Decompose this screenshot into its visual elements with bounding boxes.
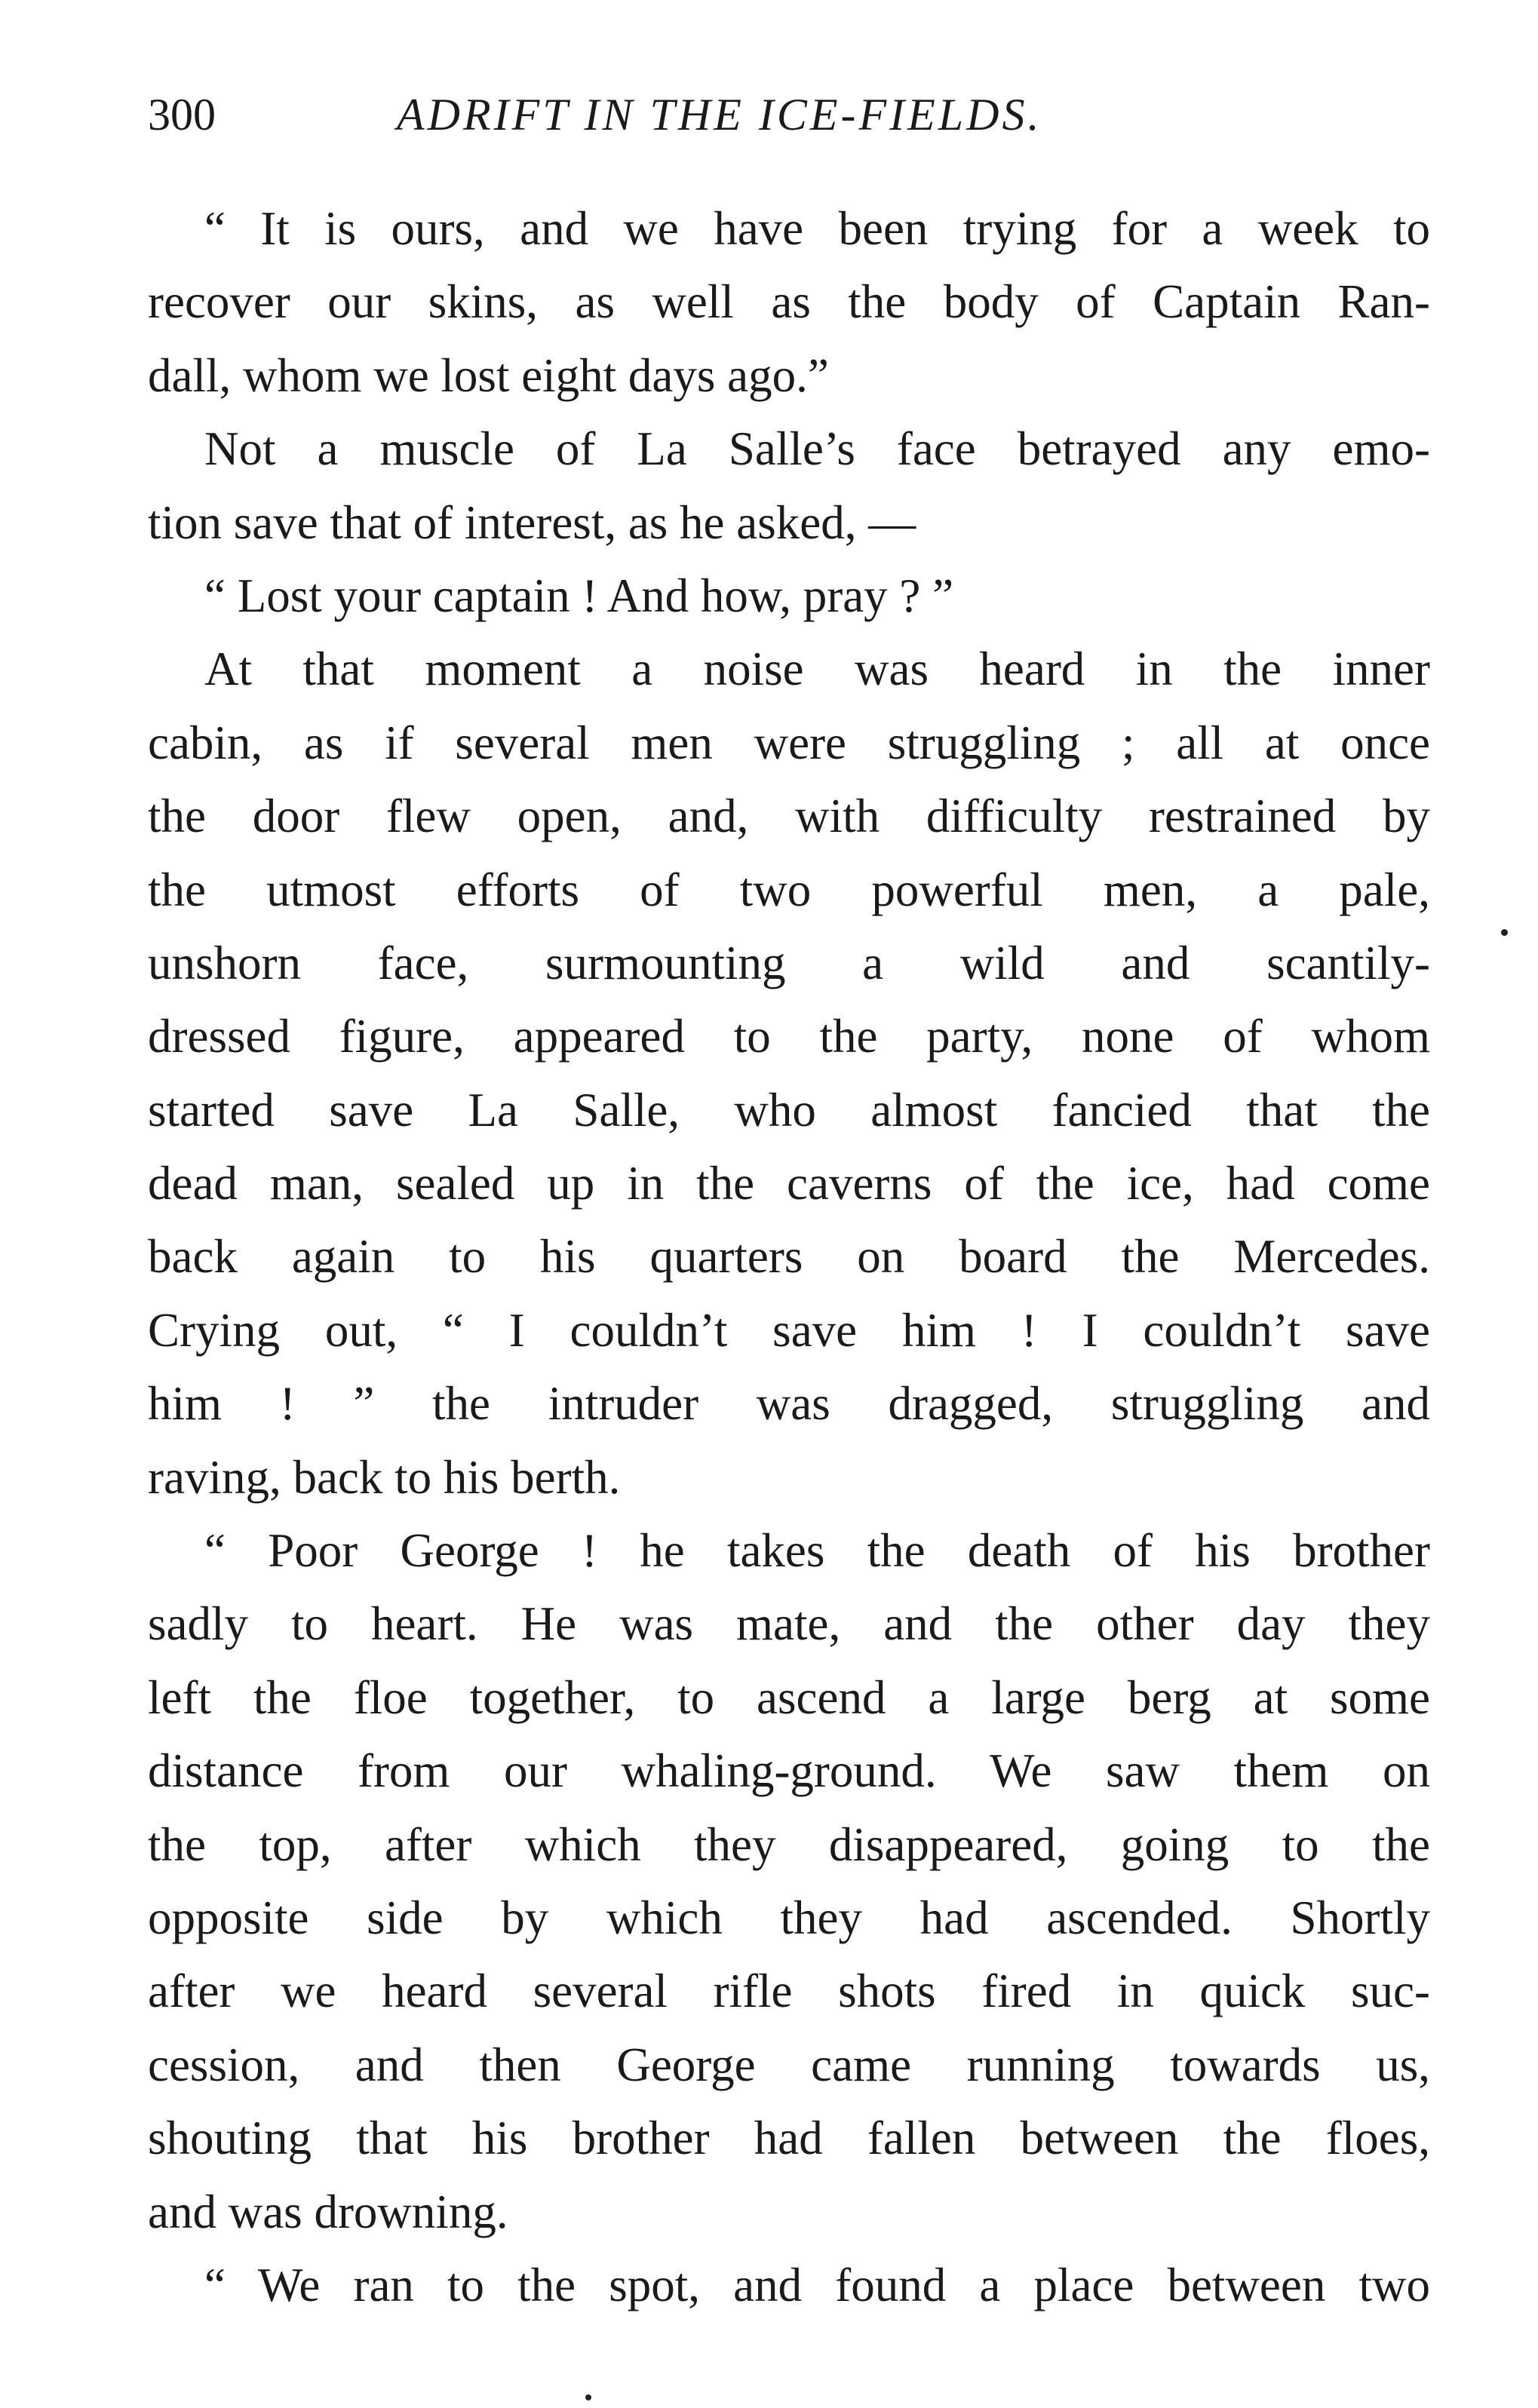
text-line: the utmost efforts of two powerful men, a pale, [148, 863, 1430, 916]
text-line: “ Poor George ! he takes the death of his brother [204, 1524, 1430, 1578]
text-line: the top, after which they disappeared, going to the [148, 1818, 1430, 1871]
text-line: shouting that his brother had fallen between the floes, [148, 2112, 1430, 2165]
text-line: tion save that of interest, as he asked, — [148, 495, 916, 549]
text-line: him ! ” the intruder was dragged, struggling and [148, 1377, 1430, 1431]
text-line: cession, and then George came running towards us, [148, 2038, 1430, 2091]
text-line: “ It is ours, and we have been trying for a week to [204, 202, 1430, 255]
text-line: back again to his quarters on board the Mercedes. [148, 1230, 1430, 1284]
running-title: ADRIFT IN THE ICE-FIELDS. [397, 90, 1042, 140]
text-line: dead man, sealed up in the caverns of the ice, had come [148, 1157, 1430, 1210]
text-line: opposite side by which they had ascended. Shortly [148, 1891, 1430, 1944]
text-line: cabin, as if several men were struggling ; all at once [148, 716, 1430, 769]
body-text [148, 192, 1430, 2322]
running-header [148, 84, 1430, 152]
text-line: and was drowning. [148, 2185, 508, 2238]
text-line: sadly to heart. He was mate, and the other day they [148, 1597, 1430, 1651]
text-line: Not a muscle of La Salle’s face betrayed any emo- [204, 422, 1430, 476]
text-line: started save La Salle, who almost fancied that the [148, 1083, 1430, 1137]
text-line: distance from our whaling-ground. We saw them on [148, 1744, 1430, 1798]
margin-speck [585, 2394, 591, 2400]
text-line: after we heard several rifle shots fired in quick suc- [148, 1965, 1430, 2018]
text-line: unshorn face, surmounting a wild and scantily- [148, 936, 1430, 989]
text-line: recover our skins, as well as the body of Captain Ran- [148, 275, 1430, 329]
text-line: “ We ran to the spot, and found a place between two [204, 2258, 1430, 2311]
text-line: dressed figure, appeared to the party, none of whom [148, 1010, 1430, 1063]
text-line: raving, back to his berth. [148, 1450, 621, 1504]
text-line: dall, whom we lost eight days ago.” [148, 348, 829, 402]
text-line: Crying out, “ I couldn’t save him ! I couldn’t save [148, 1303, 1430, 1357]
page-number: 300 [148, 90, 216, 140]
text-line: left the floe together, to ascend a large berg at some [148, 1670, 1430, 1724]
text-line: At that moment a noise was heard in the inner [204, 643, 1430, 696]
text-line: the door flew open, and, with difficulty restrained by [148, 790, 1430, 843]
text-line: “ Lost your captain ! And how, pray ? ” [204, 569, 954, 622]
margin-speck [1501, 929, 1508, 936]
